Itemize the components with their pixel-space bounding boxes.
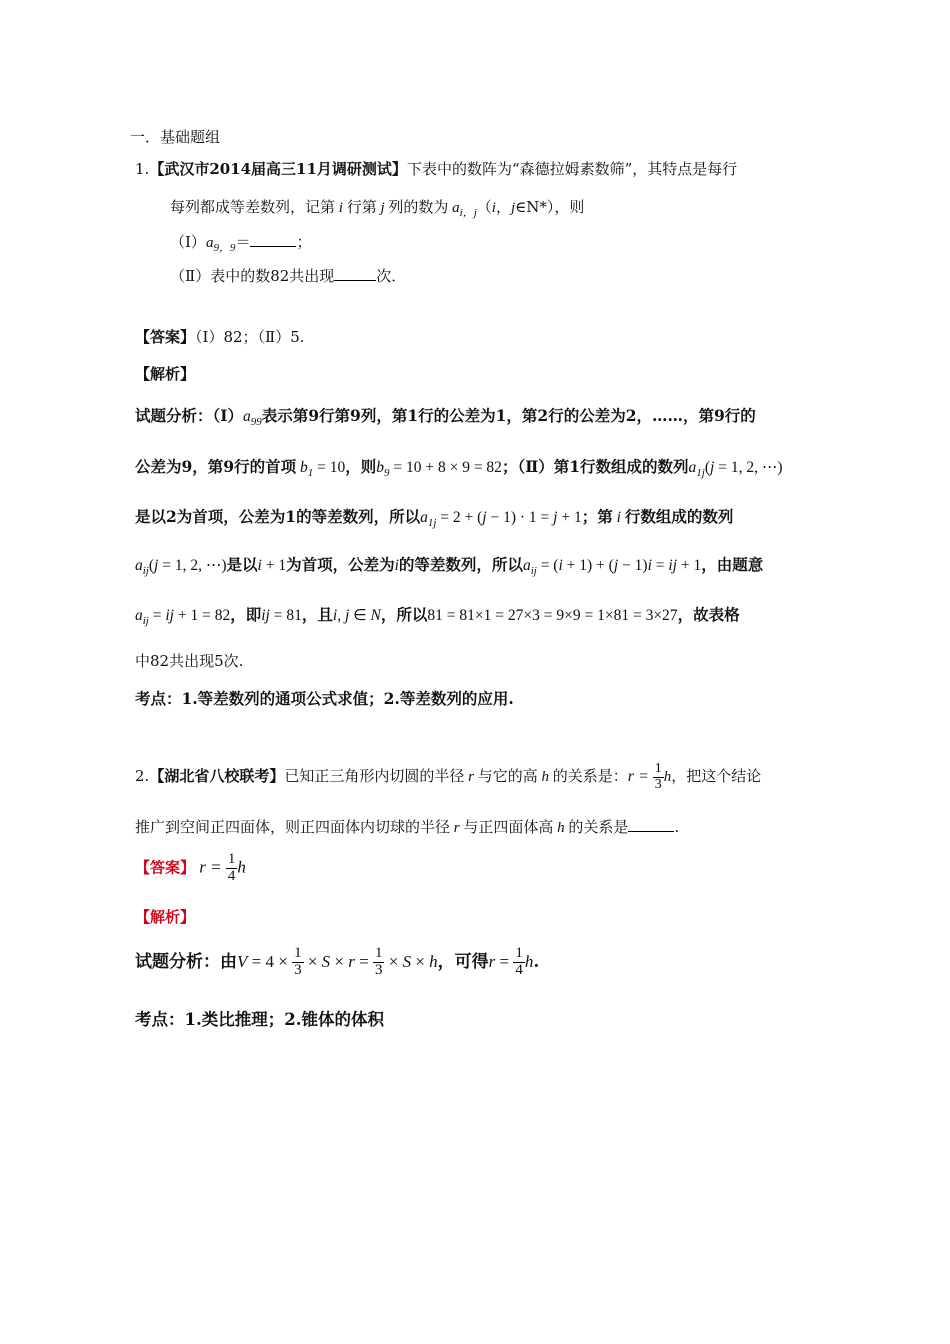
question-1-number: 1. [135,160,150,178]
question-2-answer: 【答案】 r = $\frac{1}{4}$ h [135,851,246,884]
question-1-source: 【武汉市2014届高三11月调研测试】 [149,160,407,178]
question-1-kaodian: 考点：1.等差数列的通项公式求值；2.等差数列的应用. [135,689,514,708]
section-title: 一．基础题组 [130,128,221,146]
answer-blank-1[interactable] [250,232,296,247]
analysis-line-1: 试题分析：$(Ⅰ)a_{99}$表示第9行第9列，第1行的公差为1，第2行的公差为2，……，第9行的 [135,406,756,428]
question-1-part-1: $(Ⅰ)a_{9,9}=$ ； [170,233,312,254]
answer-label-2: 【答案】 [135,858,196,877]
question-1-line-2: 每列都成等差数列，记第 i 行第 j 列的数为 $a_{i,j}(i$，j∈N*），则 [170,198,585,219]
question-2-line-1: 2.【湖北省八校联考】已知正三角形内切圆的半径 r 与它的高 h 的关系是：r = $\frac{1}{3}$ h，把这个结论 [135,761,762,792]
answer-blank-3[interactable] [628,817,674,832]
question-2-number: 2. [135,767,150,786]
answer-blank-2[interactable] [334,266,376,281]
analysis-line-2: 公差为9，第9行的首项 $b_1 = 10$，则$b_9 = 10 + 8 \times 9 = 82$；（Ⅱ）第1行数组成的数列$a_{1j}(j = 1$, 2, ⋯) [135,457,783,479]
analysis-label-2: 【解析】 [135,908,196,926]
question-2-line-2: 推广到空间正四面体，则正四面体内切球的半径 r 与正四面体高 h 的关系是 . [135,818,680,836]
answer-label: 【答案】 [135,328,196,346]
question-2-source: 【湖北省八校联考】 [149,767,285,786]
question-2-analysis: 试题分析：由V = 4 × $\frac{1}{3}$ × S × r = $\frac{1}{3}$ × S × h，可得r = $\frac{1}{4}$ h. [135,945,540,978]
analysis-line-6: 中82共出现5次. [135,652,244,670]
question-1-answer: 【答案】（Ⅰ）82；（Ⅱ）5. [135,328,305,346]
question-2-kaodian: 考点：1.类比推理；2.锥体的体积 [135,1010,384,1029]
analysis-line-5: $a_{ij}$ = ij + 1 = 82，即ij = 81，且i, j ∈ N，所以81 = 81×1 = 27×3 = 9×9 = 1×81 = 3×27，故表格 [135,605,740,627]
analysis-label: 【解析】 [135,365,196,383]
analysis-line-4: $a_{ij}(j = 1$, 2, ⋯)是以i + 1为首项，公差为i的等差数列，所以$a_{ij} = (i + 1) + (j - 1)i$ = ij + 1，由题意 [135,555,764,577]
analysis-line-3: 是以2为首项，公差为1的等差数列，所以$a_{1j} = 2 + (j - 1) \cdot 1 = j + 1$；第 i 行数组成的数列 [135,507,734,529]
question-1-line-1 [135,160,737,178]
question-1-part-2: （Ⅱ）表中的数82共出现 次． [170,267,407,285]
question-1-text: 下表中的数阵为“森德拉姆素数筛”，其特点是每行 [406,160,738,178]
